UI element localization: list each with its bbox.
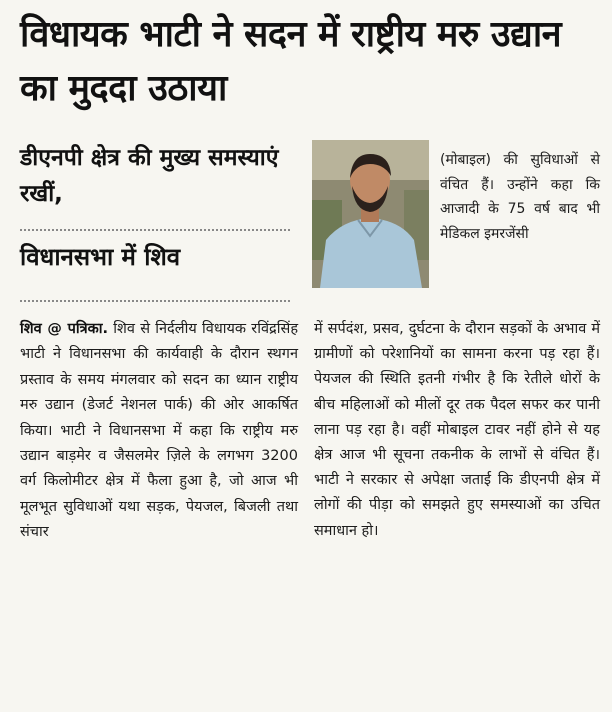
article-column-left [20,317,298,546]
article-column-right: में सर्पदंश, प्रसव, दुर्घटना के दौरान सड़कों के अभाव में ग्रामीणों को परेशानियों का सामना करना पड़ रहा हैं। पेयजल की स्थिति इतनी गंभीर है कि रेतीले धोरों के बीच महिलाओं को मीलों दूर तक पैदल सफर कर पानी लाना पड़ रहा है। वहीं मोबाइल टावर नहीं होने से यह क्षेत्र आज भी सूचना तकनीक के लाभों से वंचित हैं। भाटी ने सरकार से अपेक्षा जताई कि डीएनपी क्षेत्र में लोगों की पीड़ा को समझते हुए समस्याओं का उचित समाधान हो। [314,321,600,539]
person-photo [312,140,429,288]
article-body-left: शिव से निर्दलीय विधायक रविंद्रसिंह भाटी ने विधानसभा की कार्यवाही के दौरान स्थगन प्रस्ताव के समय मंगलवार को सदन का ध्यान राष्ट्रीय मरु उद्यान (डेजर्ट नेशनल पार्क) की ओर आकर्षित किया। भाटी ने विधानसभा में कहा कि राष्ट्रीय मरु उद्यान बाड़मेर व जैसलमेर ज़िले के लगभग 3200 वर्ग किलोमीटर क्षेत्र में फैला हुआ है, जो आज भी मूलभूत सुविधाओं यथा सड़क, पेयजल, बिजली तथा संचार [20,321,299,541]
headline: विधायक भाटी ने सदन में राष्ट्रीय मरु उद्यान का मुददा उठाया [20,14,562,109]
dotted-divider [20,300,290,302]
subheading-main: डीएनपी क्षेत्र की मुख्य समस्याएं रखीं, [20,145,279,207]
dotted-divider [20,229,290,231]
article-column-right-top: (मोबाइल) की सुविधाओं से वंचित हैं। उन्होंने कहा कि आजादी के 75 वर्ष बाद भी मेडिकल इमरजेंसी [440,152,600,242]
subheading-location: विधानसभा में शिव [20,243,181,271]
dateline: शिव @ पत्रिका. [20,321,108,337]
